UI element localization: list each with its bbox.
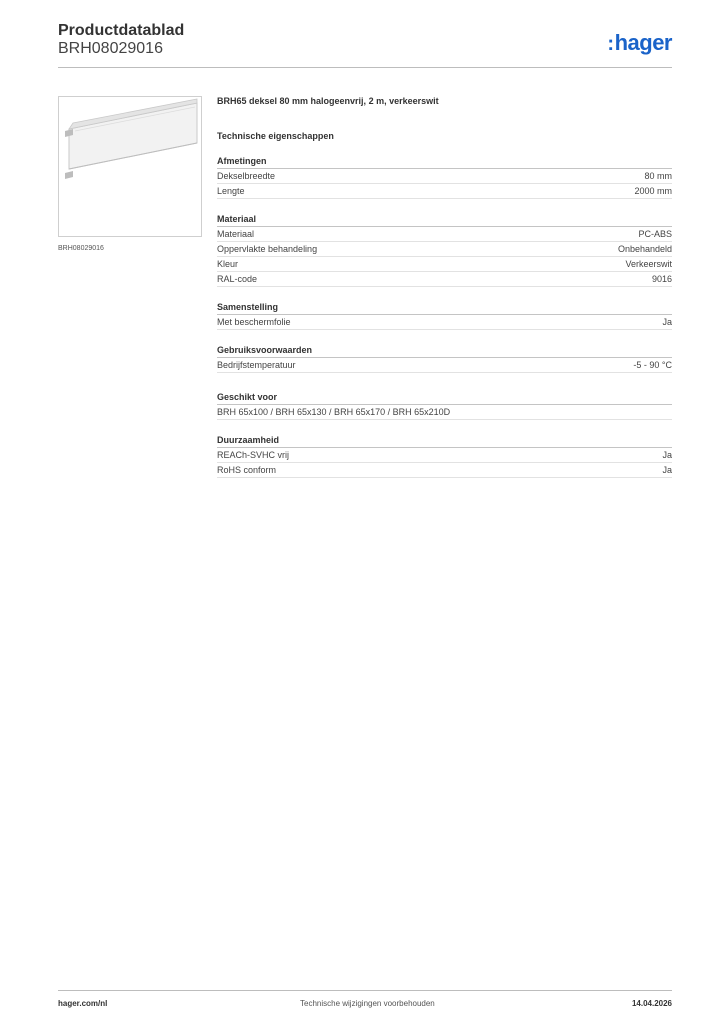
section-heading: Duurzaamheid [217,435,672,448]
spec-label: Materiaal [217,229,255,239]
footer-date: 14.04.2026 [631,999,672,1008]
spec-row [217,257,672,272]
spec-label: Bedrijfstemperatuur [217,360,296,370]
spec-row [217,184,672,199]
spec-content [217,96,672,478]
section-heading: Materiaal [217,214,672,227]
hager-logo: :hager [607,30,672,55]
section-samenstelling [217,302,672,330]
spec-value: 9016 [651,274,672,284]
spec-value: Ja [662,465,672,475]
spec-row [217,358,672,373]
spec-row [217,405,672,420]
spec-label: Oppervlakte behandeling [217,244,318,254]
spec-label: Met beschermfolie [217,317,291,327]
spec-value: -5 - 90 °C [633,360,672,370]
spec-row [217,448,672,463]
section-duurzaamheid [217,435,672,478]
spec-row [217,169,672,184]
header-divider [58,67,672,68]
spec-value: 2000 mm [634,186,672,196]
product-title: BRH65 deksel 80 mm halogeenvrij, 2 m, verkeerswit [217,96,439,106]
section-heading: Samenstelling [217,302,672,315]
spec-label: RAL-code [217,274,258,284]
spec-value: Verkeerswit [625,259,672,269]
spec-label: Lengte [217,186,245,196]
spec-row [217,227,672,242]
spec-value: PC-ABS [638,229,672,239]
spec-row [217,272,672,287]
section-afmetingen [217,156,672,199]
footer-website: hager.com/nl [58,999,108,1008]
spec-row [217,242,672,257]
spec-label: BRH 65x100 / BRH 65x130 / BRH 65x170 / BRH 65x210D [217,407,451,417]
footer-divider [58,990,672,991]
spec-value: Ja [662,317,672,327]
section-heading: Geschikt voor [217,392,672,405]
spec-value: Ja [662,450,672,460]
footer-disclaimer: Technische wijzigingen voorbehouden [300,999,435,1008]
product-code: BRH08029016 [58,40,163,57]
spec-row [217,315,672,330]
spec-value: 80 mm [644,171,672,181]
spec-value: Onbehandeld [617,244,672,254]
spec-row [217,463,672,478]
tech-heading: Technische eigenschappen [217,131,334,141]
spec-label: Kleur [217,259,239,269]
spec-label: RoHS conform [217,465,277,475]
section-materiaal [217,214,672,287]
section-geschikt-voor [217,392,672,420]
page-title: Productdatablad [58,22,185,39]
cover-illustration [59,97,201,236]
section-heading: Gebruiksvoorwaarden [217,345,672,358]
section-heading: Afmetingen [217,156,672,169]
logo-text: hager [614,30,672,55]
product-image [58,96,202,237]
section-gebruiksvoorwaarden [217,345,672,373]
image-caption: BRH08029016 [58,245,104,252]
spec-label: REACh-SVHC vrij [217,450,290,460]
spec-label: Dekselbreedte [217,171,276,181]
